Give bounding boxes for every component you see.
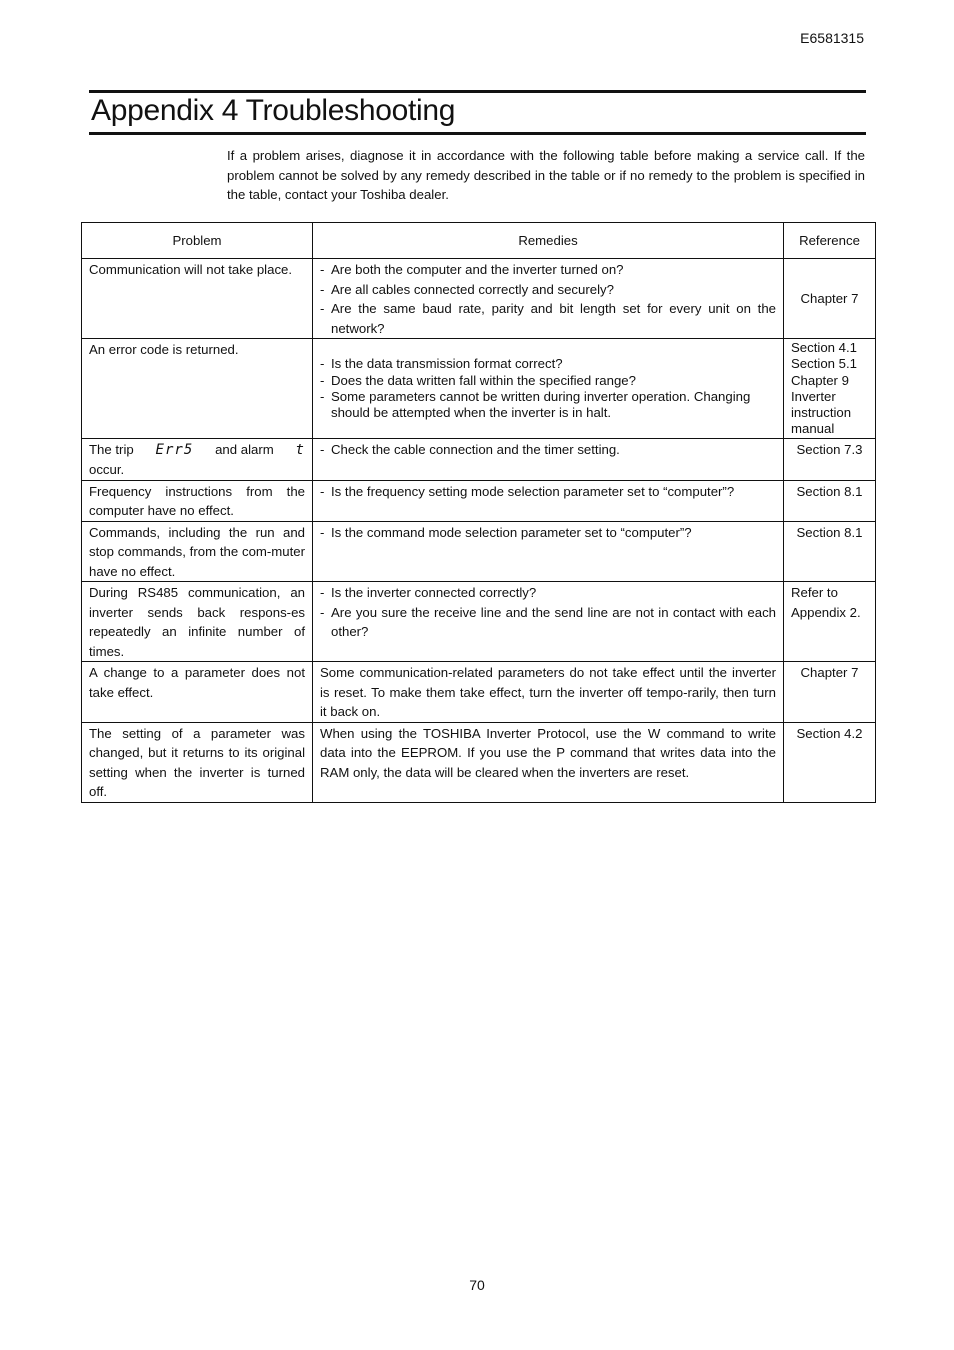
header-reference: Reference — [784, 223, 876, 259]
remedies-cell — [313, 339, 784, 439]
reference-line: instruction — [791, 405, 852, 421]
table-row — [82, 259, 876, 339]
reference-cell: Chapter 7 — [784, 259, 876, 339]
problem-cell: The setting of a parameter was changed, but it returns to its original setting when the inverter is turned off. — [82, 722, 313, 802]
remedy-item: - Is the frequency setting mode selection parameter set to “computer”? — [320, 482, 776, 502]
problem-cell: Commands, including the run and stop commands, from the com-muter have no effect. — [82, 521, 313, 582]
remedy-item: - Are all cables connected correctly and securely? — [320, 280, 776, 300]
trip-code-err5: Err5 — [155, 441, 194, 458]
remedy-item: - Is the command mode selection parameter set to “computer”? — [320, 523, 776, 543]
remedy-item: - Are both the computer and the inverter turned on? — [320, 260, 776, 280]
remedies-cell — [313, 438, 784, 480]
table-row — [82, 438, 876, 480]
remedies-cell: When using the TOSHIBA Inverter Protocol, use the W command to write data into the EEPROM. If you use the P command that writes data into the RAM only, the data will be cleared when the inverters are reset. — [313, 722, 784, 802]
reference-cell: Chapter 7 — [784, 662, 876, 723]
table-row — [82, 480, 876, 521]
page-title: Appendix 4 Troubleshooting — [91, 94, 456, 127]
reference-line: Chapter 9 — [791, 372, 849, 388]
reference-cell: Section 7.3 — [784, 438, 876, 480]
alarm-code-t: t — [295, 441, 305, 458]
reference-cell: Section 8.1 — [784, 521, 876, 582]
troubleshooting-table — [81, 222, 876, 803]
table-row — [82, 722, 876, 802]
remedy-item: - Some parameters cannot be written during inverter operation. Changing should be attempted when the inverter is in halt. — [320, 389, 776, 422]
remedy-item: - Check the cable connection and the timer setting. — [320, 440, 776, 460]
remedy-item: - Are you sure the receive line and the send line are not in contact with each other? — [320, 603, 776, 642]
header-problem: Problem — [82, 223, 313, 259]
header-remedies: Remedies — [313, 223, 784, 259]
reference-cell: Section 4.2 — [784, 722, 876, 802]
table-row — [82, 582, 876, 662]
reference-cell — [784, 339, 876, 439]
problem-text: and alarm — [215, 441, 274, 457]
reference-line: Section 5.1 — [791, 356, 857, 372]
problem-cell — [82, 438, 313, 480]
reference-cell: Refer to Appendix 2. — [784, 582, 876, 662]
remedies-cell: Some communication-related parameters do not take effect until the inverter is reset. To make them take effect, turn the inverter off tempo-rarily, then turn it back on. — [313, 662, 784, 723]
intro-paragraph: If a problem arises, diagnose it in accordance with the following table before making a service call. If the problem cannot be solved by any remedy described in the table or if no remedy to the problem is specified in the table, contact your Toshiba dealer. — [227, 148, 865, 202]
problem-text: occur. — [89, 462, 125, 478]
remedy-item: - Does the data written fall within the specified range? — [320, 373, 776, 389]
table-row — [82, 339, 876, 439]
remedy-item: - Is the data transmission format correct? — [320, 356, 776, 372]
problem-cell: An error code is returned. — [82, 339, 313, 439]
problem-cell: Frequency instructions from the computer have no effect. — [82, 480, 313, 521]
remedy-item: - Are the same baud rate, parity and bit length set for every unit on the network? — [320, 299, 776, 338]
problem-cell: During RS485 communication, an inverter sends back respons-es repeatedly an infinite number of times. — [82, 582, 313, 662]
remedy-item: - Is the inverter connected correctly? — [320, 583, 776, 603]
remedies-cell — [313, 582, 784, 662]
reference-line: manual — [791, 421, 835, 437]
table-row — [82, 521, 876, 582]
remedies-cell — [313, 521, 784, 582]
title-bottom-rule — [89, 132, 866, 135]
reference-cell: Section 8.1 — [784, 480, 876, 521]
page-number: 70 — [469, 1277, 485, 1293]
title-top-rule — [89, 90, 866, 93]
remedies-cell — [313, 480, 784, 521]
table-header-row — [82, 223, 876, 259]
table-row — [82, 662, 876, 723]
document-id: E6581315 — [800, 30, 864, 46]
remedies-cell — [313, 259, 784, 339]
problem-text: The trip — [89, 441, 134, 457]
problem-cell: Communication will not take place. — [82, 259, 313, 339]
reference-line: Inverter — [791, 388, 836, 404]
reference-line: Section 4.1 — [791, 340, 857, 355]
problem-cell: A change to a parameter does not take effect. — [82, 662, 313, 723]
